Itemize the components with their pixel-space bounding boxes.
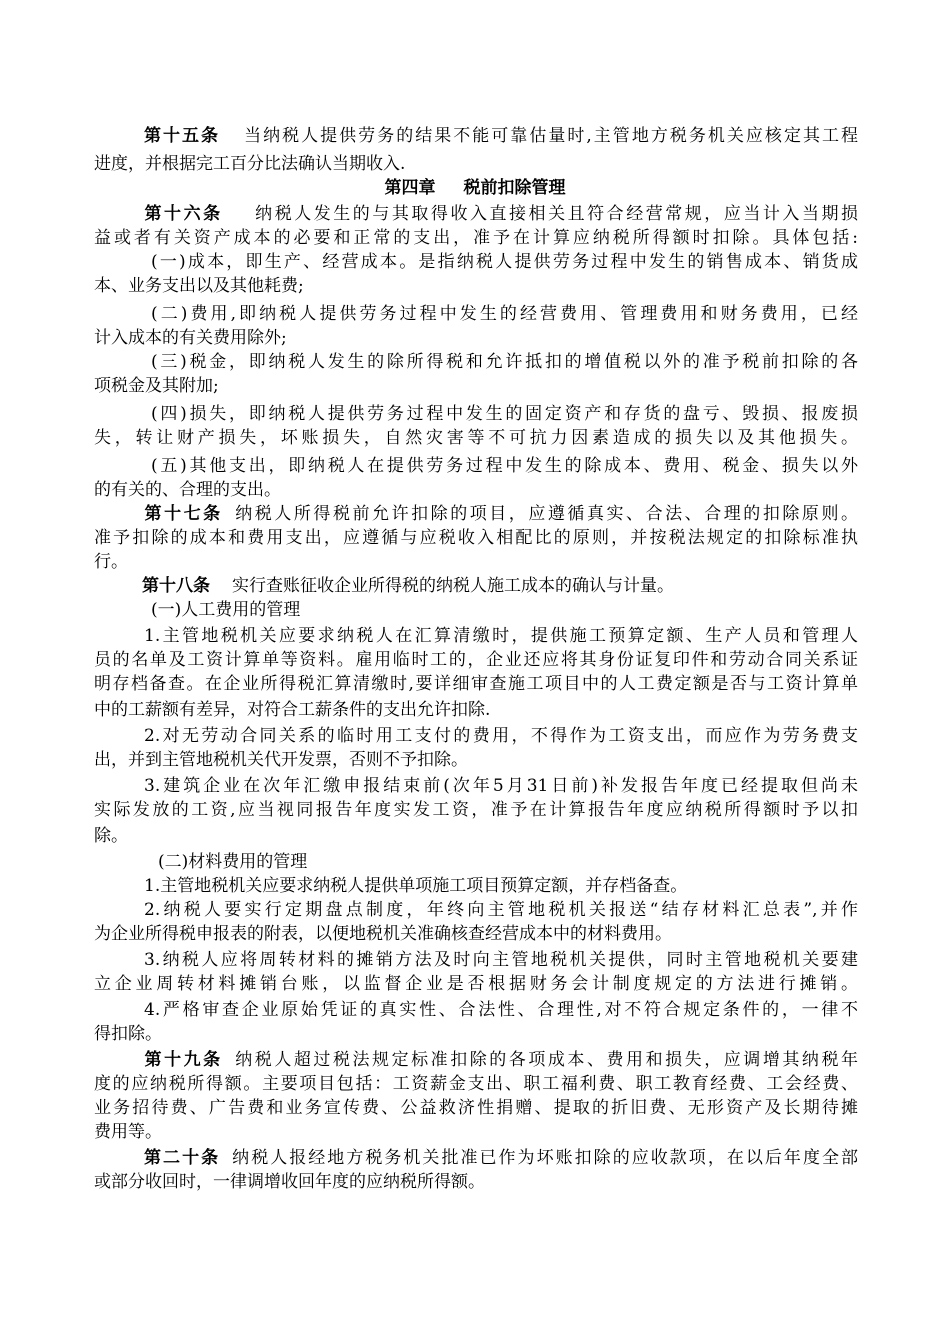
- article-18-text: 实行查账征收企业所得税的纳税人施工成本的确认与计量。: [232, 576, 674, 596]
- article-16-item-2-line-1: (二)费用,即纳税人提供劳务过程中发生的经营费用、管理费用和财务费用，已经: [151, 304, 858, 324]
- article-15-heading: 第十五条: [142, 126, 221, 146]
- article-15-text: 当纳税人提供劳务的结果不能可靠估量时,主管地方税务机关应核定其工程: [242, 126, 858, 146]
- article-20-text: 纳税人报经地方税务机关批准已作为坏账扣除的应收款项，在以后年度全部: [230, 1148, 859, 1168]
- article-19-line-4: 费用等。: [94, 1122, 162, 1142]
- article-16-item-5-line-1: (五)其他支出，即纳税人在提供劳务过程中发生的除成本、费用、税金、损失以外: [151, 456, 858, 476]
- article-18-section-1-title: (一)人工费用的管理: [151, 600, 301, 620]
- article-17-line-1: [94, 504, 858, 524]
- article-19-text: 纳税人超过税法规定标准扣除的各项成本、费用和损失，应调增其纳税年: [232, 1050, 858, 1070]
- article-19-line-1: [94, 1050, 858, 1070]
- article-17-heading: 第十七条: [142, 504, 223, 524]
- article-18-s1-para-1-line-2: 员的名单及工资计算单等资料。雇用临时工的，企业还应将其身份证复印件和劳动合同关系证: [94, 650, 858, 670]
- article-18-s2-para-4-line-1: 4.严格审查企业原始凭证的真实性、合法性、合理性,对不符合规定条件的，一律不: [144, 1000, 858, 1020]
- article-18-s1-para-1-line-1: 1.主管地税机关应要求纳税人在汇算清缴时，提供施工预算定额、生产人员和管理人: [144, 626, 858, 646]
- article-16-item-3-line-1: (三)税金，即纳税人发生的除所得税和允许抵扣的增值税以外的准予税前扣除的各: [151, 352, 858, 372]
- article-20-line-2: 或部分收回时，一律调增收回年度的应纳税所得额。: [94, 1172, 485, 1192]
- article-20-line-1: [94, 1148, 858, 1168]
- chapter-4-title: [0, 178, 950, 198]
- article-18-s2-para-1: 1.主管地税机关应要求纳税人提供单项施工项目预算定额，并存档备查。: [144, 876, 688, 896]
- article-19-line-2: 度的应纳税所得额。主要项目包括：工资薪金支出、职工福利费、职工教育经费、工会经费、: [94, 1074, 858, 1094]
- article-18-s2-para-3-line-2: 立企业周转材料摊销台账，以监督企业是否根据财务会计制度规定的方法进行摊销。: [94, 974, 858, 994]
- article-17-text: 纳税人所得税前允许扣除的项目，应遵循真实、合法、合理的扣除原则。: [232, 504, 858, 524]
- article-19-heading: 第十九条: [142, 1050, 223, 1070]
- article-17-line-3: 行。: [94, 552, 128, 572]
- article-18-line-1: [94, 576, 858, 596]
- article-18-heading: 第十八条: [142, 576, 210, 596]
- article-17-line-2: 准予扣除的成本和费用支出，应遵循与应税收入相配比的原则，并按税法规定的扣除标准执: [94, 528, 858, 548]
- article-16-line-2: 益或者有关资产成本的必要和正常的支出，准予在计算应纳税所得额时扣除。具体包括:: [94, 228, 858, 248]
- article-18-s1-para-3-line-2: 实际发放的工资,应当视同报告年度实发工资，准予在计算报告年度应纳税所得额时予以扣: [94, 800, 858, 820]
- article-16-line-1: [94, 204, 858, 224]
- article-16-heading: 第十六条: [142, 204, 223, 224]
- article-19-line-3: 业务招待费、广告费和业务宣传费、公益救济性捐赠、提取的折旧费、无形资产及长期待摊: [94, 1098, 858, 1118]
- article-15-line-1: [94, 126, 858, 146]
- chapter-name: 税前扣除管理: [463, 178, 566, 198]
- article-16-item-1-line-2: 本、业务支出以及其他耗费;: [94, 276, 304, 296]
- article-20-heading: 第二十条: [142, 1148, 221, 1168]
- article-18-s1-para-2-line-1: 2.对无劳动合同关系的临时用工支付的费用，不得作为工资支出，而应作为劳务费支: [144, 726, 858, 746]
- article-18-s2-para-4-line-2: 得扣除。: [94, 1024, 162, 1044]
- article-18-s1-para-3-line-3: 除。: [94, 826, 128, 846]
- article-18-s1-para-3-line-1: 3.建筑企业在次年汇缴申报结束前(次年5月31日前)补发报告年度已经提取但尚未: [144, 776, 858, 796]
- article-18-s1-para-2-line-2: 出，并到主管地税机关代开发票，否则不予扣除。: [94, 750, 468, 770]
- article-16-item-3-line-2: 项税金及其附加;: [94, 376, 219, 396]
- article-18-s1-para-1-line-4: 中的工薪额有差异，对符合工薪条件的支出允许扣除.: [94, 700, 491, 720]
- article-16-item-5-line-2: 的有关的、合理的支出。: [94, 480, 281, 500]
- article-16-item-4-line-2: 失，转让财产损失，坏账损失，自然灾害等不可抗力因素造成的损失以及其他损失。: [94, 428, 858, 448]
- article-16-text: 纳税人发生的与其取得收入直接相关且符合经营常规，应当计入当期损: [252, 204, 859, 224]
- article-15-line-2: 进度，并根据完工百分比法确认当期收入.: [94, 154, 406, 174]
- article-18-s2-para-3-line-1: 3.纳税人应将周转材料的摊销方法及时向主管地税机关提供，同时主管地税机关要建: [144, 950, 858, 970]
- article-16-item-2-line-2: 计入成本的有关费用除外;: [94, 328, 287, 348]
- article-18-s1-para-1-line-3: 明存档备查。在企业所得税汇算清缴时,要详细审查施工项目中的人工费定额是否与工资计算单: [94, 674, 858, 694]
- article-16-item-4-line-1: (四)损失，即纳税人提供劳务过程中发生的固定资产和存货的盘亏、毁损、报废损: [151, 404, 858, 424]
- chapter-number: 第四章: [384, 178, 436, 198]
- article-18-section-2-title: (二)材料费用的管理: [158, 852, 308, 872]
- article-18-s2-para-2-line-1: 2.纳税人要实行定期盘点制度，年终向主管地税机关报送“结存材料汇总表”,并作: [144, 900, 858, 920]
- article-16-item-1-line-1: (一)成本，即生产、经营成本。是指纳税人提供劳务过程中发生的销售成本、销货成: [151, 252, 858, 272]
- article-18-s2-para-2-line-2: 为企业所得税申报表的附表，以便地税机关准确核查经营成本中的材料费用。: [94, 924, 672, 944]
